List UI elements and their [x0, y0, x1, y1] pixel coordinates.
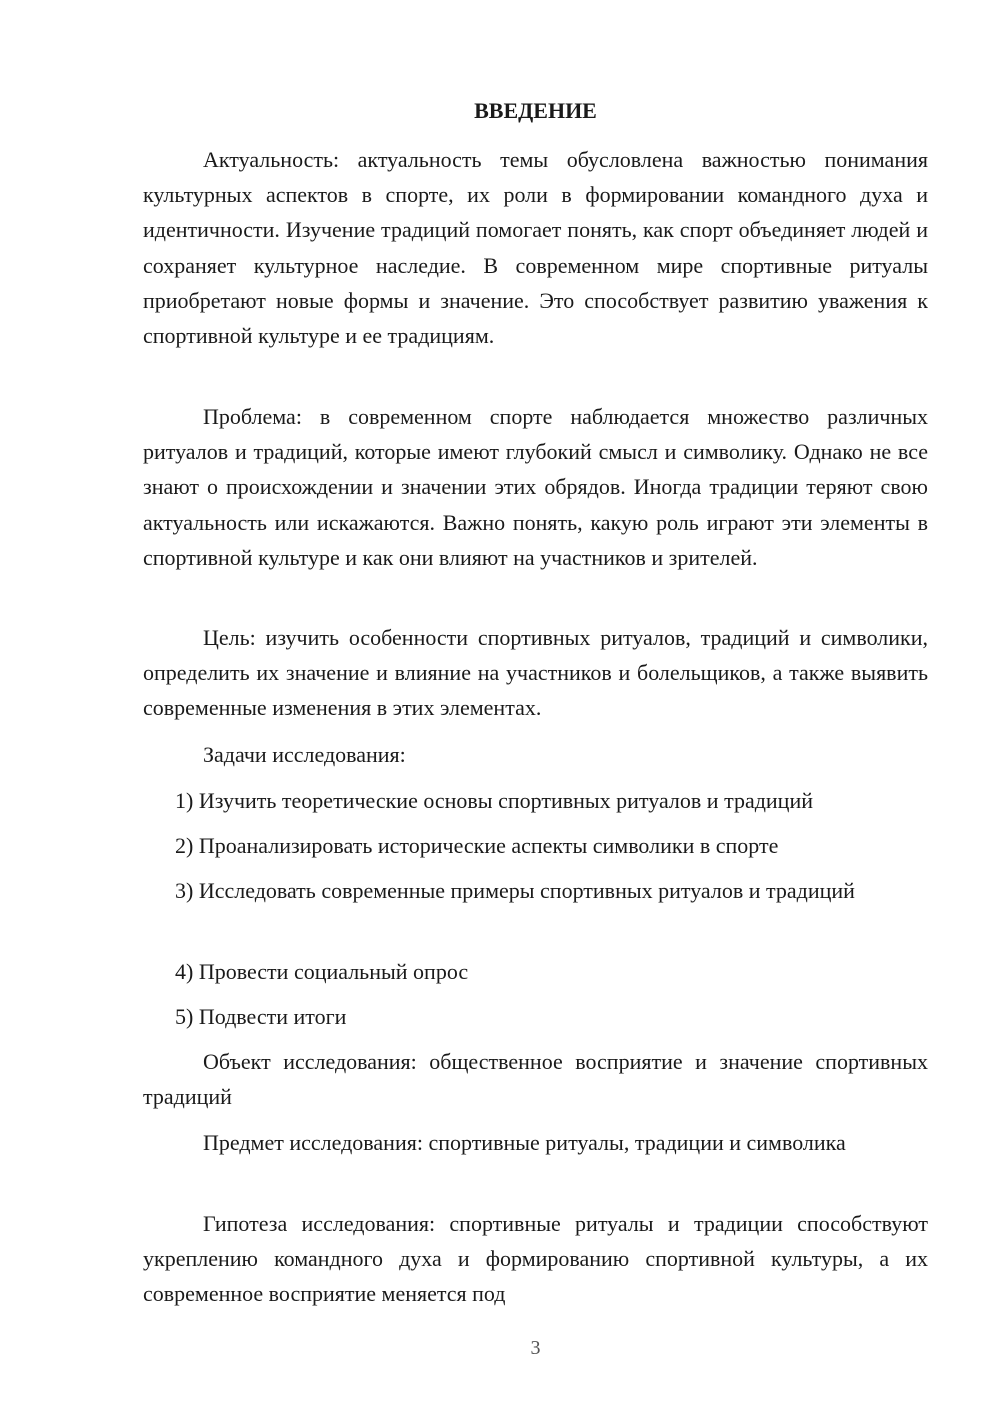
task-item-4: 4) Провести социальный опрос	[175, 959, 469, 984]
paragraph-object: Объект исследования: общественное восприятие и значение спортивных традиций	[143, 1049, 928, 1110]
paragraph-goal: Цель: изучить особенности спортивных ритуалов, традиций и символики, определить их значение и влияние на участников и болельщиков, а также выявить современные изменения в этих элементах.	[143, 625, 928, 721]
paragraph-relevance: Актуальность: актуальность темы обусловлена важностью понимания культурных аспектов в спорте, их роли в формировании командного духа и идентичности. Изучение традиций помогает понять, как спорт объединяет людей и сохраняет культурное наследие. В современном мире спортивные ритуалы приобретают новые формы и значение. Это способствует развитию уважения к спортивной культуре и ее традициям.	[143, 147, 928, 349]
page-number: 3	[530, 1337, 541, 1359]
task-item-1: 1) Изучить теоретические основы спортивных ритуалов и традиций	[175, 788, 813, 813]
task-item-5: 5) Подвести итоги	[175, 1004, 347, 1029]
task-item-2: 2) Проанализировать исторические аспекты символики в спорте	[175, 833, 779, 858]
paragraph-hypothesis: Гипотеза исследования: спортивные ритуалы и традиции способствуют укреплению командного духа и формированию спортивной культуры, а их современное восприятие меняется под	[143, 1211, 928, 1307]
tasks-heading: Задачи исследования:	[203, 742, 406, 767]
task-item-3: 3) Исследовать современные примеры спортивных ритуалов и традиций	[175, 878, 855, 903]
section-heading: ВВЕДЕНИЕ	[474, 98, 597, 123]
paragraph-subject: Предмет исследования: спортивные ритуалы, традиции и символика	[203, 1130, 846, 1155]
paragraph-problem: Проблема: в современном спорте наблюдается множество различных ритуалов и традиций, которые имеют глубокий смысл и символику. Однако не все знают о происхождении и значении этих обрядов. Иногда традиции теряют свою актуальность или искажаются. Важно понять, какую роль играют эти элементы в спортивной культуре и как они влияют на участников и зрителей.	[143, 404, 928, 570]
